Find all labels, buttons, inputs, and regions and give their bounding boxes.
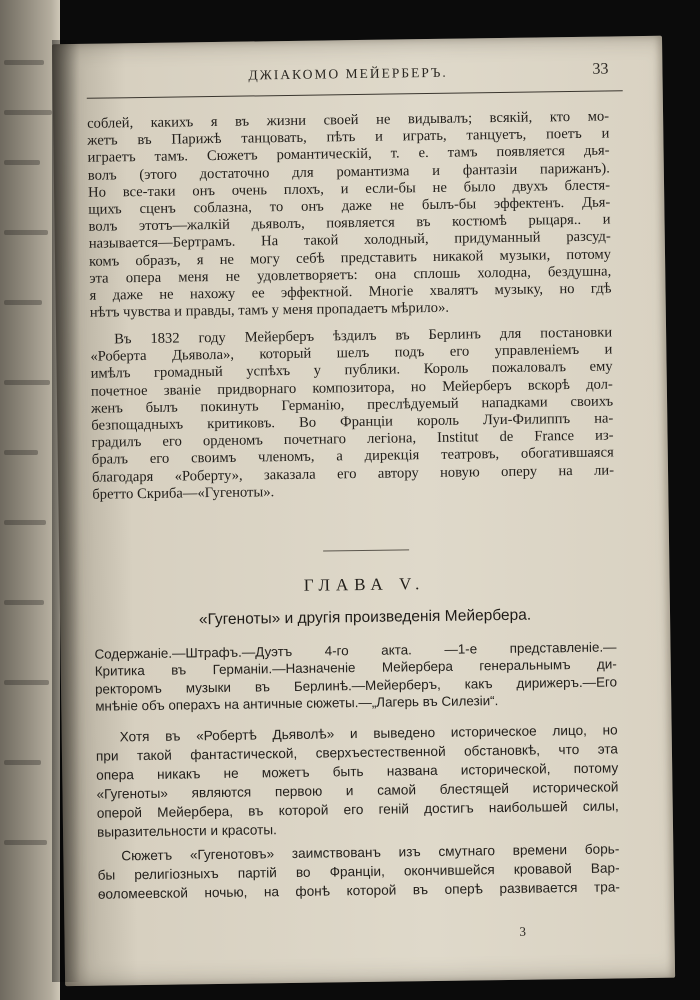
text-line: бретто Скриба—«Гугеноты». [92,483,275,503]
text-line: ѳоломеевской ночью, на фонѣ которой въ оперѣ развивается тра- [97,879,620,902]
chapter-title: ГЛАВА V. [303,574,426,595]
text-line: играетъ тамъ. Сюжетъ романтическій, т. е. тамъ появляется дья- [87,142,610,167]
text-line: волъ (этого достаточно для романтизма и фантазіи парижанъ). [87,160,610,184]
contents-line: ректоромъ музыки въ Берлинѣ.—Мейерберъ, какъ дирижеръ.—Его [94,674,618,697]
header-rule [87,90,623,98]
facing-page-edge [0,0,60,1000]
text-line: эта опера меня не удовлетворяетъ: она сплошь холодна, бездушна, [89,263,612,287]
text-line: градилъ его орденомъ почетнаго легіона, Institut de France из- [91,427,614,451]
contents-line: Критика въ Германіи.—Назначеніе Мейербера генеральнымъ ди- [94,656,617,680]
book-page [52,36,675,986]
chapter-contents [94,638,617,715]
text-line: имѣлъ громадный успѣхъ у публики. Король пожаловалъ ему [90,358,613,383]
contents-line: Содержаніе.—Штрафъ.—Дуэтъ 4-го акта. —1-е представленіе.— [94,639,617,662]
text-line: безпощадныхъ критиковъ. Во Франціи король Луи-Филиппъ на- [91,410,614,434]
text-line: жетъ въ Парижѣ танцовать, пѣть и играть, танцуетъ, поетъ и [87,125,610,149]
paragraph-1 [87,108,612,322]
text-line: нѣтъ чувства и правды, тамъ у меня пропадаетъ мѣрило». [89,299,450,321]
chapter-subtitle: «Гугеноты» и другія произведенія Мейербера. [198,606,532,629]
text-line: оперой Мейербера, въ которой его геній достигъ наибольшей силы, [96,798,619,821]
text-line: называется—Бертрамъ. На такой холодный, придуманный разсуд- [88,228,611,253]
text-line: «Роберта Дьявола», который шелъ подъ его управленіемъ и [90,341,613,365]
running-head [52,50,662,95]
text-line: щихъ сценъ соблазна, то онъ даже не былъ-бы эффектенъ. Дья- [88,194,611,218]
text-line: при такой фантастической, сверхъестественной обстановкѣ, что эта [95,741,619,764]
section-divider [323,549,409,551]
text-line: волъ этотъ—жалкій дьяволъ, появляется въ костюмѣ рыцаря.. и [88,211,611,235]
signature-mark: 3 [519,923,527,939]
text-line: благодаря «Роберту», заказала его автору новую оперу на ли- [91,461,615,486]
text-line: соблей, какихъ я въ жизни своей не видывалъ; всякій, кто мо- [87,108,610,132]
text-line: Въ 1832 году Мейерберъ ѣздилъ въ Берлинъ для постановки [114,324,613,348]
paragraph-3 [96,720,620,841]
text-line: бралъ его своимъ членомъ, а дирекція театровъ, обогатившаяся [91,444,614,469]
text-line: комъ образъ, я не могу себѣ представить никакой музыки, потому [88,245,612,270]
paragraph-2 [90,324,614,503]
text-line: «Гугеноты» являются первою и самой блестящей исторической [96,779,619,802]
text-line: Хотя въ «Робертѣ Дьяволѣ» и выведено историческое лицо, но [119,722,618,745]
contents-line: мнѣніе объ операхъ на античные сюжеты.—„Лагерь въ Силезіи“. [95,693,499,714]
text-line: Сюжетъ «Гугенотовъ» заимствованъ изъ смутнаго времени борь- [121,841,620,864]
text-line: женъ былъ покинуть Германію, преслѣдуемый нападками своихъ [91,393,614,417]
paragraph-4 [97,839,620,903]
running-title: ДЖІАКОМО МЕЙЕРБЕРЪ. [248,64,448,83]
text-line: бы религіозныхъ партій во Франціи, окончившейся кровавой Вар- [97,860,620,883]
text-line: почетное званіе придворнаго композитора, но Мейерберъ вскорѣ дол- [90,376,613,400]
text-line: Но все-таки онъ очень плохъ, и если-бы не было двухъ блестя- [87,177,611,201]
text-line: опера никакъ не можетъ быть названа исторической, потому [96,760,619,783]
page-number: 33 [592,60,609,78]
text-line: выразительности и красоты. [96,822,277,840]
text-line: я даже не нахожу ее эффектной. Многіе хвалятъ музыку, но гдѣ [89,280,612,304]
